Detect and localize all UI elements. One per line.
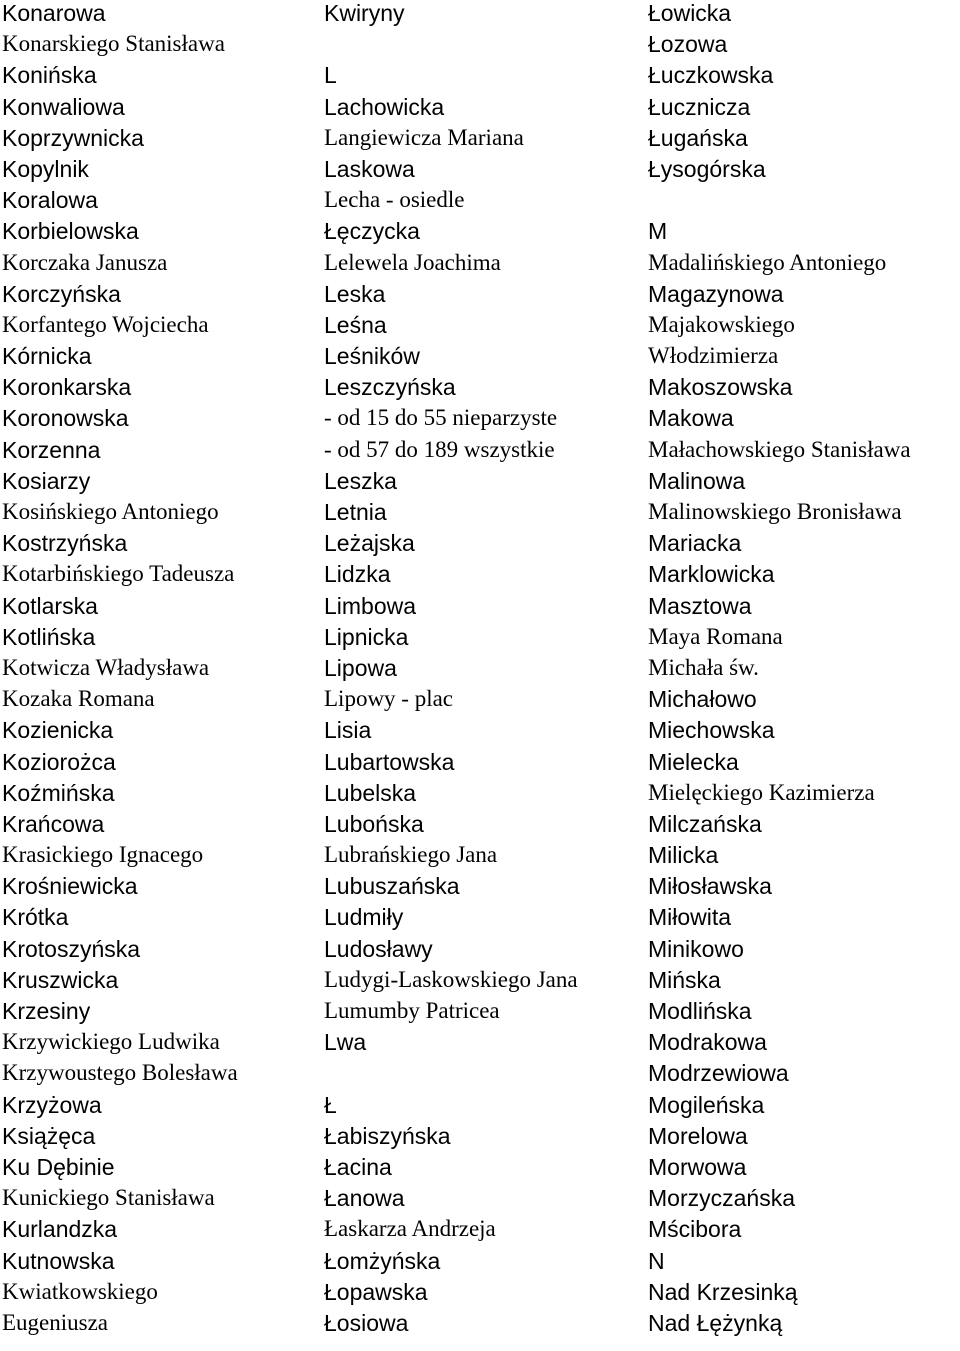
street-name: Korczyńska xyxy=(2,280,121,307)
street-name: Kruszwicka xyxy=(2,966,119,993)
street-name: Koprzywnicka xyxy=(2,124,144,151)
street-name: Magazynowa xyxy=(648,280,784,307)
street-name: Letnia xyxy=(324,499,387,525)
street-name: Korzenna xyxy=(2,436,101,463)
street-name: Nad Krzesinką xyxy=(648,1278,798,1305)
street-name: Michała św. xyxy=(648,654,759,680)
street-name: Łozowa xyxy=(648,31,728,58)
street-name: Ku Dębinie xyxy=(2,1153,115,1180)
street-name: Krańcowa xyxy=(2,810,105,837)
street-name: Michałowo xyxy=(648,686,757,713)
street-name: Krzyżowa xyxy=(2,1091,102,1118)
street-name: Koziorożca xyxy=(2,748,116,775)
street-name: Łanowa xyxy=(324,1185,405,1212)
street-name: Koronkarska xyxy=(2,374,132,401)
street-name: Madalińskiego Antoniego xyxy=(648,249,887,275)
street-name: Kosiarzy xyxy=(2,467,91,494)
street-name: Koralowa xyxy=(2,187,98,214)
street-name: Mińska xyxy=(648,966,721,993)
street-name: Krośniewicka xyxy=(2,873,138,900)
list-spacer xyxy=(324,1060,642,1091)
street-name: Morzyczańska xyxy=(648,1185,795,1212)
street-name: Kozaka Romana xyxy=(2,686,155,712)
street-name: Książęca xyxy=(2,1122,96,1149)
street-name: Laskowa xyxy=(324,155,415,182)
street-name: Mariacka xyxy=(648,530,742,557)
street-name: Ługańska xyxy=(648,124,748,151)
street-name: Maya Romana xyxy=(648,623,783,649)
street-name: Kotlińska xyxy=(2,623,96,650)
street-name: Łabiszyńska xyxy=(324,1122,451,1149)
street-name: Ludmiły xyxy=(324,904,404,931)
street-name: Makowa xyxy=(648,405,734,432)
street-name: - od 15 do 55 nieparzyste xyxy=(324,405,558,431)
street-list-column-3 xyxy=(648,0,960,1341)
street-name: Lubrańskiego Jana xyxy=(324,842,498,868)
street-name: Kurlandzka xyxy=(2,1216,118,1243)
street-name: Morelowa xyxy=(648,1122,748,1149)
street-name: Lachowicka xyxy=(324,93,445,120)
street-name: Krasickiego Ignacego xyxy=(2,842,204,868)
street-name: Lipowa xyxy=(324,654,397,681)
street-name: Modrzewiowa xyxy=(648,1060,789,1087)
street-name: Mielęckiego Kazimierza xyxy=(648,779,875,805)
section-letter-heading: M xyxy=(648,218,668,245)
street-name: Małachowskiego Stanisława xyxy=(648,436,911,462)
street-name: Lwa xyxy=(324,1029,367,1056)
street-name: Koźmińska xyxy=(2,779,115,806)
street-name: Miechowska xyxy=(648,717,775,744)
street-name: Kostrzyńska xyxy=(2,530,128,557)
street-name: Kotarbińskiego Tadeusza xyxy=(2,561,235,587)
street-name: Lubelska xyxy=(324,779,417,806)
street-name: Łuczkowska xyxy=(648,62,774,89)
street-name: Lubartowska xyxy=(324,748,455,775)
street-name: Lelewela Joachima xyxy=(324,249,501,275)
street-name: Lipnicka xyxy=(324,623,409,650)
street-name: Miłosławska xyxy=(648,873,772,900)
street-name: Lidzka xyxy=(324,561,391,588)
street-name: Kunickiego Stanisława xyxy=(2,1185,215,1211)
street-name: Łowicka xyxy=(648,0,732,26)
street-name: Mścibora xyxy=(648,1216,742,1243)
street-name: Langiewicza Mariana xyxy=(324,124,524,150)
street-name: Kwiryny xyxy=(324,0,405,26)
street-name: Malinowa xyxy=(648,467,746,494)
street-name: Lisia xyxy=(324,717,372,744)
street-name: Łucznicza xyxy=(648,93,751,120)
street-list-column-1 xyxy=(2,0,318,1341)
street-name: Konarowa xyxy=(2,0,106,26)
street-name: Kórnicka xyxy=(2,343,92,370)
street-list-column-2 xyxy=(324,0,642,1341)
street-name: Ludygi-Laskowskiego Jana xyxy=(324,966,578,992)
street-name: - od 57 do 189 wszystkie xyxy=(324,436,555,462)
street-name: Mogileńska xyxy=(648,1091,765,1118)
street-name: Konarskiego Stanisława xyxy=(2,31,225,57)
street-name: Modrakowa xyxy=(648,1029,767,1056)
list-spacer xyxy=(648,187,960,218)
street-name: Łaskarza Andrzeja xyxy=(324,1216,496,1242)
street-name: Krzywoustego Bolesława xyxy=(2,1060,238,1086)
street-name: Konwaliowa xyxy=(2,93,125,120)
street-name: Leśników xyxy=(324,343,420,370)
street-name: Kotwicza Władysława xyxy=(2,654,210,680)
list-spacer xyxy=(324,31,642,62)
street-name: Lumumby Patricea xyxy=(324,998,500,1023)
street-name: Krótka xyxy=(2,904,69,931)
street-name: Masztowa xyxy=(648,592,752,619)
street-name: Leska xyxy=(324,280,386,307)
street-name: Łęczycka xyxy=(324,218,420,245)
street-name: Włodzimierza xyxy=(648,343,779,369)
street-name: Łacina xyxy=(324,1153,392,1180)
street-name: Leszczyńska xyxy=(324,374,456,401)
street-name: Korbielowska xyxy=(2,218,139,245)
street-name: Leszka xyxy=(324,467,397,494)
street-name: Morwowa xyxy=(648,1153,747,1180)
street-name: Modlińska xyxy=(648,998,752,1024)
street-name: Łomżyńska xyxy=(324,1247,441,1274)
street-name: Marklowicka xyxy=(648,561,775,588)
street-name: Łopawska xyxy=(324,1278,428,1305)
street-name: Kosińskiego Antoniego xyxy=(2,499,219,524)
street-name: Koronowska xyxy=(2,405,129,432)
section-letter-heading: L xyxy=(324,62,337,89)
street-name: Korfantego Wojciecha xyxy=(2,311,209,337)
street-name: Nad Łężynką xyxy=(648,1309,783,1336)
street-name: Milczańska xyxy=(648,810,762,837)
street-name: Kutnowska xyxy=(2,1247,115,1274)
street-name: Krzesiny xyxy=(2,998,91,1024)
street-name: Kwiatkowskiego xyxy=(2,1278,158,1304)
street-name: Łosiowa xyxy=(324,1309,409,1336)
section-letter-heading: N xyxy=(648,1247,665,1274)
street-name: Lubuszańska xyxy=(324,873,460,900)
street-name: Krotoszyńska xyxy=(2,935,141,962)
street-name: Leżajska xyxy=(324,530,415,557)
street-name: Krzywickiego Ludwika xyxy=(2,1029,220,1055)
section-letter-heading: Ł xyxy=(324,1091,337,1118)
street-name: Milicka xyxy=(648,842,719,869)
street-name: Łysogórska xyxy=(648,155,766,182)
street-name: Eugeniusza xyxy=(2,1309,109,1335)
street-name: Mielecka xyxy=(648,748,739,775)
street-name: Lecha - osiedle xyxy=(324,187,465,213)
street-name: Limbowa xyxy=(324,592,417,619)
street-name: Lipowy - plac xyxy=(324,686,454,712)
street-name: Leśna xyxy=(324,311,387,338)
street-name: Kozienicka xyxy=(2,717,114,744)
street-name: Konińska xyxy=(2,62,97,89)
street-name: Korczaka Janusza xyxy=(2,249,168,275)
street-name: Miłowita xyxy=(648,904,732,931)
street-name: Kopylnik xyxy=(2,155,89,182)
street-name: Majakowskiego xyxy=(648,311,795,337)
street-name: Lubońska xyxy=(324,810,424,837)
street-name: Kotlarska xyxy=(2,592,98,619)
street-name: Makoszowska xyxy=(648,374,793,401)
street-name: Ludosławy xyxy=(324,935,433,962)
street-name: Minikowo xyxy=(648,935,744,962)
street-name: Malinowskiego Bronisława xyxy=(648,499,902,524)
